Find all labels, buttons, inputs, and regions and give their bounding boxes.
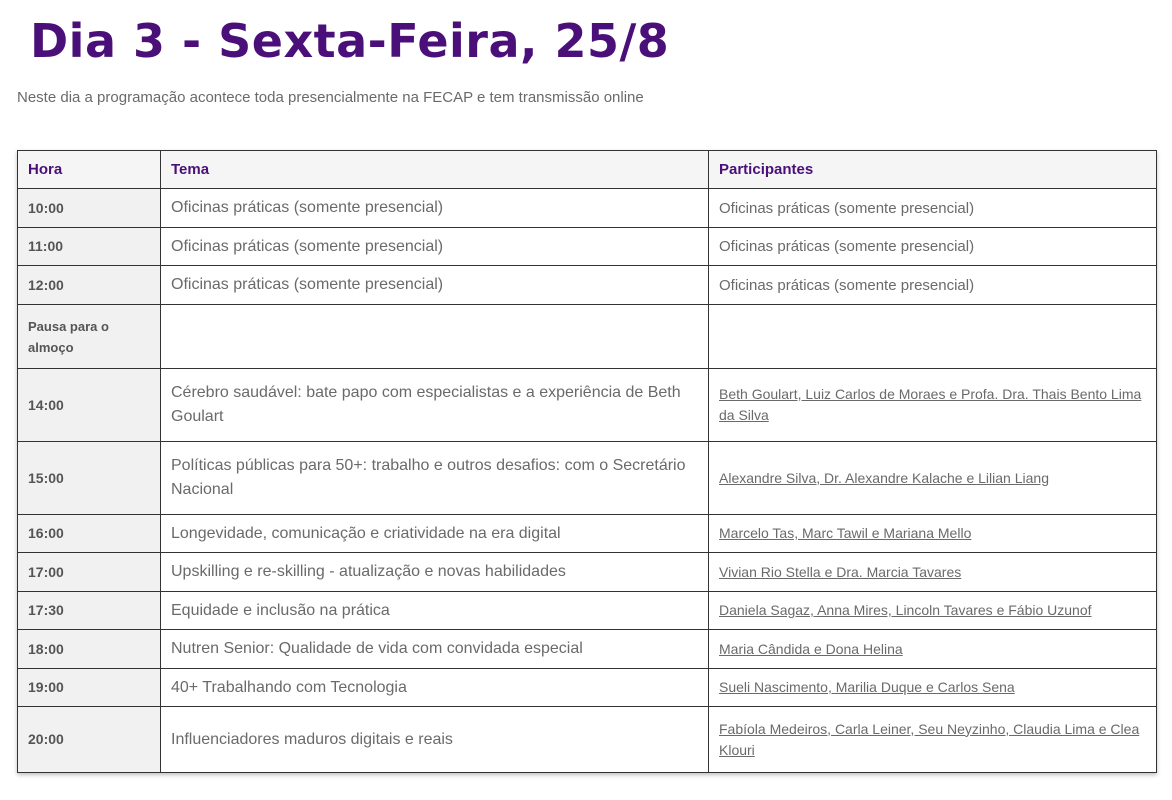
row-theme: Equidade e inclusão na prática (161, 592, 709, 630)
table-row (18, 515, 1157, 553)
participants-link[interactable]: Marcelo Tas, Marc Tawil e Mariana Mello (719, 525, 972, 541)
row-participants (709, 669, 1157, 707)
row-theme: Oficinas práticas (somente presencial) (161, 228, 709, 266)
table-row (18, 630, 1157, 669)
row-hour: 17:00 (18, 553, 161, 592)
participants-link[interactable]: Daniela Sagaz, Anna Mires, Lincoln Tavares e Fábio Uzunof (719, 602, 1092, 618)
row-hour: Pausa para o almoço (18, 305, 161, 369)
row-theme: 40+ Trabalhando com Tecnologia (161, 669, 709, 707)
row-hour: 14:00 (18, 369, 161, 442)
row-participants: Oficinas práticas (somente presencial) (709, 266, 1157, 305)
participants-link[interactable]: Beth Goulart, Luiz Carlos de Moraes e Profa. Dra. Thais Bento Lima da Silva (719, 386, 1142, 423)
row-participants (709, 515, 1157, 553)
row-participants: Oficinas práticas (somente presencial) (709, 189, 1157, 228)
intro-text: Neste dia a programação acontece toda presencialmente na FECAP e tem transmissão online (17, 89, 644, 106)
row-hour: 16:00 (18, 515, 161, 553)
table-row (18, 592, 1157, 630)
schedule-table (17, 150, 1157, 773)
row-hour: 17:30 (18, 592, 161, 630)
row-hour: 19:00 (18, 669, 161, 707)
table-row (18, 707, 1157, 773)
participants-link[interactable]: Fabíola Medeiros, Carla Leiner, Seu Neyzinho, Claudia Lima e Clea Klouri (719, 720, 1140, 758)
row-participants (709, 630, 1157, 669)
row-participants (709, 369, 1157, 442)
table-row (18, 266, 1157, 305)
row-hour: 20:00 (18, 707, 161, 773)
participants-link[interactable]: Alexandre Silva, Dr. Alexandre Kalache e Lilian Liang (719, 469, 1049, 486)
table-row (18, 369, 1157, 442)
row-hour: 15:00 (18, 442, 161, 515)
header-theme: Tema (161, 151, 709, 189)
row-theme: Upskilling e re-skilling - atualização e novas habilidades (161, 553, 709, 592)
row-theme (161, 305, 709, 369)
row-participants (709, 592, 1157, 630)
table-row (18, 553, 1157, 592)
row-theme: Oficinas práticas (somente presencial) (161, 266, 709, 305)
row-hour: 12:00 (18, 266, 161, 305)
participants-link[interactable]: Vivian Rio Stella e Dra. Marcia Tavares (719, 563, 962, 580)
row-hour: 18:00 (18, 630, 161, 669)
row-hour: 10:00 (18, 189, 161, 228)
row-theme: Longevidade, comunicação e criatividade na era digital (161, 515, 709, 553)
row-participants (709, 305, 1157, 369)
row-theme: Políticas públicas para 50+: trabalho e outros desafios: com o Secretário Nacional (161, 442, 709, 515)
row-theme: Nutren Senior: Qualidade de vida com convidada especial (161, 630, 709, 669)
page-title: Dia 3 - Sexta-Feira, 25/8 (30, 14, 670, 68)
participants-link[interactable]: Maria Cândida e Dona Helina (719, 640, 903, 657)
row-participants (709, 553, 1157, 592)
table-row (18, 442, 1157, 515)
row-participants (709, 707, 1157, 773)
table-row (18, 189, 1157, 228)
row-hour: 11:00 (18, 228, 161, 266)
table-header-row (18, 151, 1157, 189)
header-participants: Participantes (709, 151, 1157, 189)
row-participants: Oficinas práticas (somente presencial) (709, 228, 1157, 266)
row-participants (709, 442, 1157, 515)
table-body (18, 189, 1157, 773)
row-theme: Oficinas práticas (somente presencial) (161, 189, 709, 228)
table-row (18, 228, 1157, 266)
participants-link[interactable]: Sueli Nascimento, Marilia Duque e Carlos Sena (719, 679, 1015, 695)
row-theme: Cérebro saudável: bate papo com especialistas e a experiência de Beth Goulart (161, 369, 709, 442)
table-row (18, 669, 1157, 707)
row-theme: Influenciadores maduros digitais e reais (161, 707, 709, 773)
table-row (18, 305, 1157, 369)
header-hour: Hora (18, 151, 161, 189)
